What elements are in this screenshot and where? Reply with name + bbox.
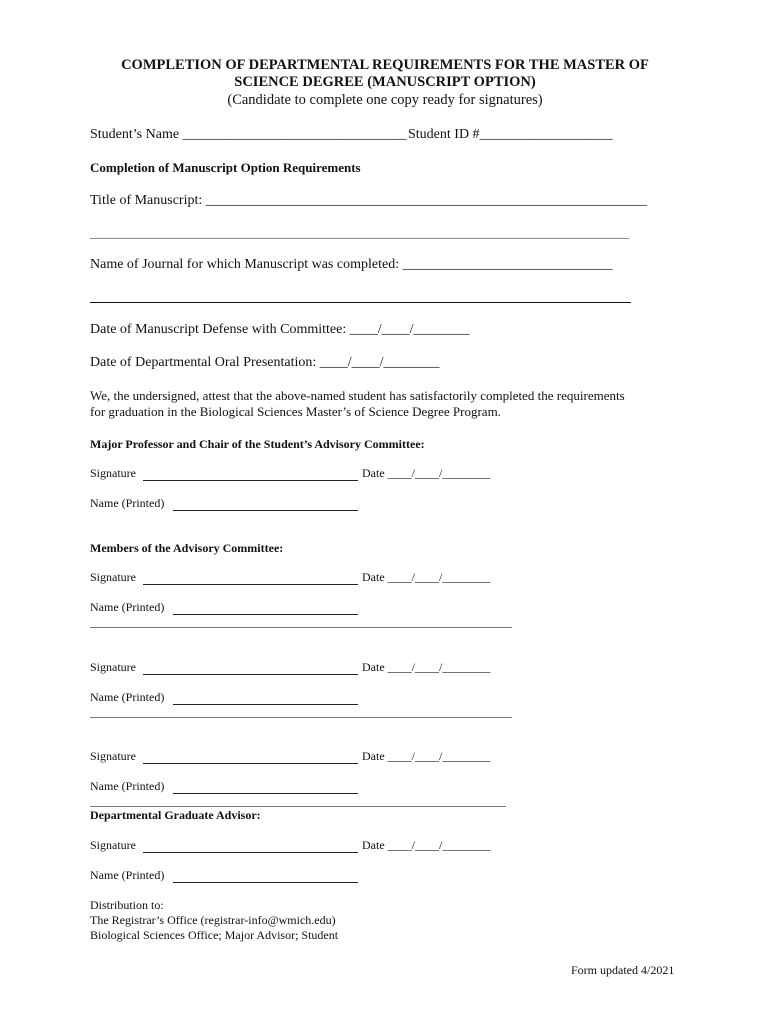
- journal-label: Name of Journal for which Manuscript was completed:: [90, 257, 400, 272]
- form-title-line-1: COMPLETION OF DEPARTMENTAL REQUIREMENTS FOR THE MASTER OF: [121, 57, 649, 73]
- major-professor-signature-field[interactable]: [143, 480, 358, 481]
- date-label: Date: [362, 749, 385, 763]
- member-3-name-field[interactable]: [173, 793, 358, 794]
- date-row: [362, 660, 490, 675]
- date-label: Date: [362, 466, 385, 480]
- name-printed-label: Name (Printed): [90, 690, 165, 704]
- member-2-name-field[interactable]: [173, 704, 358, 705]
- manuscript-section-heading: Completion of Manuscript Option Requirements: [90, 160, 361, 175]
- member-3-divider: [90, 806, 506, 807]
- members-heading: Members of the Advisory Committee:: [90, 541, 284, 555]
- signature-label: Signature: [90, 749, 136, 763]
- manuscript-title-field[interactable]: _______________________________________________________________: [205, 193, 647, 208]
- student-id-field[interactable]: ___________________: [479, 127, 613, 142]
- member-1-name-field[interactable]: [173, 614, 358, 615]
- name-printed-label: Name (Printed): [90, 779, 165, 793]
- signature-label: Signature: [90, 838, 136, 852]
- date-label: Date: [362, 660, 385, 674]
- student-name-row: [90, 127, 407, 143]
- member-3-date-field[interactable]: ____/____/________: [387, 749, 491, 763]
- date-row: [362, 749, 490, 764]
- oral-date-row: [90, 355, 440, 371]
- oral-date-field[interactable]: ____/____/________: [319, 355, 440, 370]
- signature-label: Signature: [90, 466, 136, 480]
- defense-date-field[interactable]: ____/____/________: [349, 322, 470, 337]
- member-2-signature-field[interactable]: [143, 674, 358, 675]
- member-2-divider: [90, 717, 512, 718]
- journal-row: [90, 257, 613, 273]
- major-professor-name-field[interactable]: [173, 510, 358, 511]
- name-printed-label: Name (Printed): [90, 868, 165, 882]
- student-name-label: Student’s Name: [90, 127, 180, 142]
- member-3-signature-field[interactable]: [143, 763, 358, 764]
- student-name-field[interactable]: ________________________________: [182, 127, 407, 142]
- distribution-line-2: Biological Sciences Office; Major Advisor; Student: [90, 928, 339, 942]
- attestation-line-2: for graduation in the Biological Sciences Master’s of Science Degree Program.: [90, 404, 501, 419]
- manuscript-title-field-line-2[interactable]: _____________________________________________________________________________: [90, 226, 629, 241]
- date-row: [362, 466, 490, 481]
- member-2-date-field[interactable]: ____/____/________: [387, 660, 491, 674]
- defense-date-row: [90, 322, 470, 338]
- oral-date-label: Date of Departmental Oral Presentation:: [90, 355, 317, 370]
- distribution-line-1: The Registrar’s Office (registrar-info@wmich.edu): [90, 913, 336, 927]
- major-professor-heading: Major Professor and Chair of the Student’s Advisory Committee:: [90, 437, 425, 451]
- advisor-signature-field[interactable]: [143, 852, 358, 853]
- signature-label: Signature: [90, 660, 136, 674]
- student-id-row: [408, 127, 613, 143]
- manuscript-title-row: [90, 193, 647, 209]
- name-printed-label: Name (Printed): [90, 496, 165, 510]
- distribution-label: Distribution to:: [90, 898, 164, 912]
- name-printed-label: Name (Printed): [90, 600, 165, 614]
- manuscript-title-label: Title of Manuscript:: [90, 193, 203, 208]
- member-1-signature-field[interactable]: [143, 584, 358, 585]
- graduate-advisor-heading: Departmental Graduate Advisor:: [90, 808, 261, 822]
- form-updated-note: Form updated 4/2021: [571, 963, 675, 977]
- journal-field[interactable]: ______________________________: [402, 257, 613, 272]
- date-label: Date: [362, 570, 385, 584]
- defense-date-label: Date of Manuscript Defense with Committee:: [90, 322, 347, 337]
- advisor-name-field[interactable]: [173, 882, 358, 883]
- form-title-line-2: SCIENCE DEGREE (MANUSCRIPT OPTION): [234, 74, 536, 90]
- date-label: Date: [362, 838, 385, 852]
- journal-field-line-2[interactable]: [90, 302, 631, 303]
- member-1-date-field[interactable]: ____/____/________: [387, 570, 491, 584]
- date-row: [362, 838, 490, 853]
- member-1-divider: [90, 627, 512, 628]
- advisor-date-field[interactable]: ____/____/________: [387, 838, 491, 852]
- signature-label: Signature: [90, 570, 136, 584]
- attestation-line-1: We, the undersigned, attest that the above-named student has satisfactorily completed the requirements: [90, 388, 625, 403]
- form-subtitle: (Candidate to complete one copy ready for signatures): [227, 92, 543, 108]
- date-row: [362, 570, 490, 585]
- major-professor-date-field[interactable]: ____/____/________: [387, 466, 491, 480]
- student-id-label: Student ID #: [408, 127, 480, 142]
